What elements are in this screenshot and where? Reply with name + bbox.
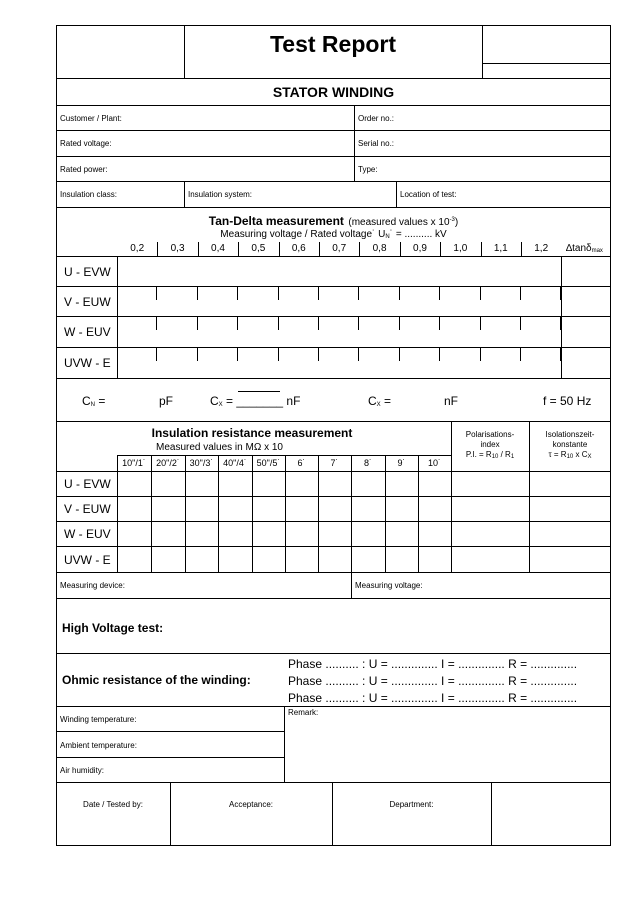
time-column-header: 8˙ <box>363 458 372 468</box>
time-column-line <box>285 455 286 572</box>
scale-label: 0,3 <box>170 243 185 254</box>
vline <box>396 181 397 207</box>
grid-tick <box>399 286 400 300</box>
grid-tick <box>439 316 440 330</box>
time-column-line <box>117 455 118 572</box>
scale-label: 0,6 <box>291 243 306 254</box>
grid-tick <box>480 347 481 361</box>
hline <box>56 757 284 758</box>
rated-power-label: Rated power: <box>60 165 108 174</box>
scale-label: 1,1 <box>493 243 508 254</box>
acceptance-label: Acceptance: <box>228 800 274 809</box>
cx-label-2: CX = <box>368 394 392 408</box>
time-column-line <box>385 455 386 572</box>
hline <box>56 496 611 497</box>
scale-label: 0,7 <box>332 243 347 254</box>
grid-tick <box>318 286 319 300</box>
vline <box>117 256 118 378</box>
measuring-voltage-label: Measuring voltage: <box>355 581 423 590</box>
hline <box>56 572 611 573</box>
insulation-subtitle: Measured values in MΩ x 10 <box>156 442 283 453</box>
phase-line-1: Phase .......... : U = .............. I = .............. R = .............. <box>288 657 578 671</box>
hline <box>56 782 611 783</box>
remark-label: Remark: <box>288 708 319 717</box>
polarisation-header: Polarisations- index P.I. = R10 / R1 <box>465 430 515 460</box>
pf-unit: pF <box>159 394 174 408</box>
date-tested-label: Date / Tested by: <box>83 800 143 809</box>
department-label: Department: <box>389 800 434 809</box>
nf-unit: nF <box>444 394 459 408</box>
grid-tick <box>560 316 561 330</box>
vline <box>284 706 285 782</box>
time-column-line <box>185 455 186 572</box>
grid-tick <box>278 286 279 300</box>
grid-tick <box>358 316 359 330</box>
scale-label: 0,5 <box>251 243 266 254</box>
grid-tick <box>156 286 157 300</box>
grid-tick <box>358 347 359 361</box>
insulation-row-4: UVW - E <box>64 553 111 567</box>
hline <box>56 731 284 732</box>
hline <box>56 706 284 707</box>
hline <box>56 181 611 182</box>
time-column-header: 50"/5˙ <box>256 458 281 468</box>
grid-tick <box>197 286 198 300</box>
tandelta-row-1: U - EVW <box>64 265 111 279</box>
insulation-row-1: U - EVW <box>64 477 111 491</box>
scale-label: 1,0 <box>453 243 468 254</box>
hline <box>56 78 611 79</box>
grid-tick <box>520 316 521 330</box>
location-label: Location of test: <box>400 190 457 199</box>
delta-tan-label: ∆tanδmax <box>566 243 603 254</box>
grid-tick <box>358 286 359 300</box>
grid-tick <box>197 347 198 361</box>
time-column-line <box>418 455 419 572</box>
grid-tick <box>156 316 157 330</box>
time-column-line <box>252 455 253 572</box>
hline <box>56 316 611 317</box>
grid-tick <box>318 347 319 361</box>
vline <box>170 782 171 846</box>
time-column-line <box>151 455 152 572</box>
frequency-label: f = 50 Hz <box>543 394 592 408</box>
ohmic-title: Ohmic resistance of the winding: <box>62 673 251 687</box>
cx-label-1: CX = _______ nF <box>210 394 301 408</box>
time-column-header: 6˙ <box>297 458 306 468</box>
hline <box>56 546 611 547</box>
tandelta-row-4: UVW - E <box>64 356 111 370</box>
grid-tick <box>237 316 238 330</box>
grid-tick <box>156 347 157 361</box>
vline <box>184 181 185 207</box>
tandelta-row-3: W - EUV <box>64 325 111 339</box>
cx-top-line <box>238 391 280 392</box>
grid-tick <box>520 286 521 300</box>
time-column-header: 7˙ <box>330 458 339 468</box>
phase-line-3: Phase .......... : U = .............. I = .............. R = .............. <box>288 691 578 705</box>
time-column-line <box>318 455 319 572</box>
time-column-line <box>351 455 352 572</box>
hline <box>56 156 611 157</box>
grid-tick <box>480 316 481 330</box>
scale-label: 0,2 <box>130 243 145 254</box>
vline <box>332 782 333 846</box>
hline <box>56 378 611 379</box>
serial-no-label: Serial no.: <box>358 139 395 148</box>
insulation-row-3: W - EUV <box>64 527 111 541</box>
hline <box>56 471 611 472</box>
grid-tick <box>399 316 400 330</box>
hline <box>56 521 611 522</box>
grid-tick <box>480 286 481 300</box>
hline <box>56 130 611 131</box>
customer-label: Customer / Plant: <box>60 114 122 123</box>
insulation-title: Insulation resistance measurement <box>151 426 353 440</box>
scale-label: 0,4 <box>211 243 225 254</box>
header-logo-line <box>482 63 611 64</box>
tandelta-title: Tan-Delta measurement (measured values x $10^{-3}$) <box>208 214 459 228</box>
insulation-row-2: V - EUW <box>64 502 111 516</box>
order-no-label: Order no.: <box>358 114 395 123</box>
hline <box>56 598 611 599</box>
vline <box>354 105 355 181</box>
hline <box>56 347 611 348</box>
hline <box>56 256 611 257</box>
scale-label: 0,8 <box>372 243 387 254</box>
insulation-system-label: Insulation system: <box>188 190 253 199</box>
vline <box>491 782 492 846</box>
time-column-header: 9˙ <box>397 458 406 468</box>
section-title: STATOR WINDING <box>272 84 395 100</box>
iso-constant-header: Isolationszeit- konstante τ = R10 x CX <box>545 430 595 460</box>
time-column-header: 20"/2˙ <box>156 458 180 468</box>
header-divider-right <box>482 25 483 78</box>
grid-tick <box>197 316 198 330</box>
hv-test-label: High Voltage test: <box>62 621 164 635</box>
grid-tick <box>560 286 561 300</box>
grid-tick <box>318 316 319 330</box>
time-column-header: 10˙ <box>427 458 441 468</box>
grid-tick <box>237 286 238 300</box>
time-column-line <box>218 455 219 572</box>
grid-tick <box>237 347 238 361</box>
ambient-temp-label: Ambient temperature: <box>60 741 137 750</box>
grid-tick <box>439 347 440 361</box>
time-column-header: 30"/3˙ <box>189 458 214 468</box>
hline <box>56 286 611 287</box>
insulation-class-label: Insulation class: <box>60 190 117 199</box>
hline <box>56 421 611 422</box>
winding-temp-label: Winding temperature: <box>60 715 137 724</box>
report-title: Test Report <box>269 31 397 57</box>
grid-tick <box>399 347 400 361</box>
hline <box>56 653 611 654</box>
cn-label: CN = <box>82 394 106 408</box>
tandelta-row-2: V - EUW <box>64 295 111 309</box>
scale-label: 1,2 <box>534 243 549 254</box>
type-label: Type: <box>358 165 378 174</box>
grid-tick <box>278 316 279 330</box>
grid-tick <box>520 347 521 361</box>
rated-voltage-label: Rated voltage: <box>60 139 112 148</box>
time-column-header: 40"/4˙ <box>223 458 247 468</box>
grid-tick <box>439 286 440 300</box>
time-column-header: 10"/1˙ <box>122 458 146 468</box>
vline <box>351 572 352 598</box>
grid-tick <box>278 347 279 361</box>
tandelta-voltage: Measuring voltage / Rated voltage˙ UN˙ = .......... kV <box>220 229 447 240</box>
measuring-device-label: Measuring device: <box>60 581 125 590</box>
scale-label: 0,9 <box>413 243 427 254</box>
hline <box>56 105 611 106</box>
air-humidity-label: Air humidity: <box>60 766 105 775</box>
phase-line-2: Phase .......... : U = .............. I = .............. R = .............. <box>288 674 578 688</box>
time-column-line <box>451 455 452 572</box>
hline <box>284 706 611 707</box>
hline <box>56 207 611 208</box>
hline <box>117 455 451 456</box>
grid-tick <box>560 347 561 361</box>
